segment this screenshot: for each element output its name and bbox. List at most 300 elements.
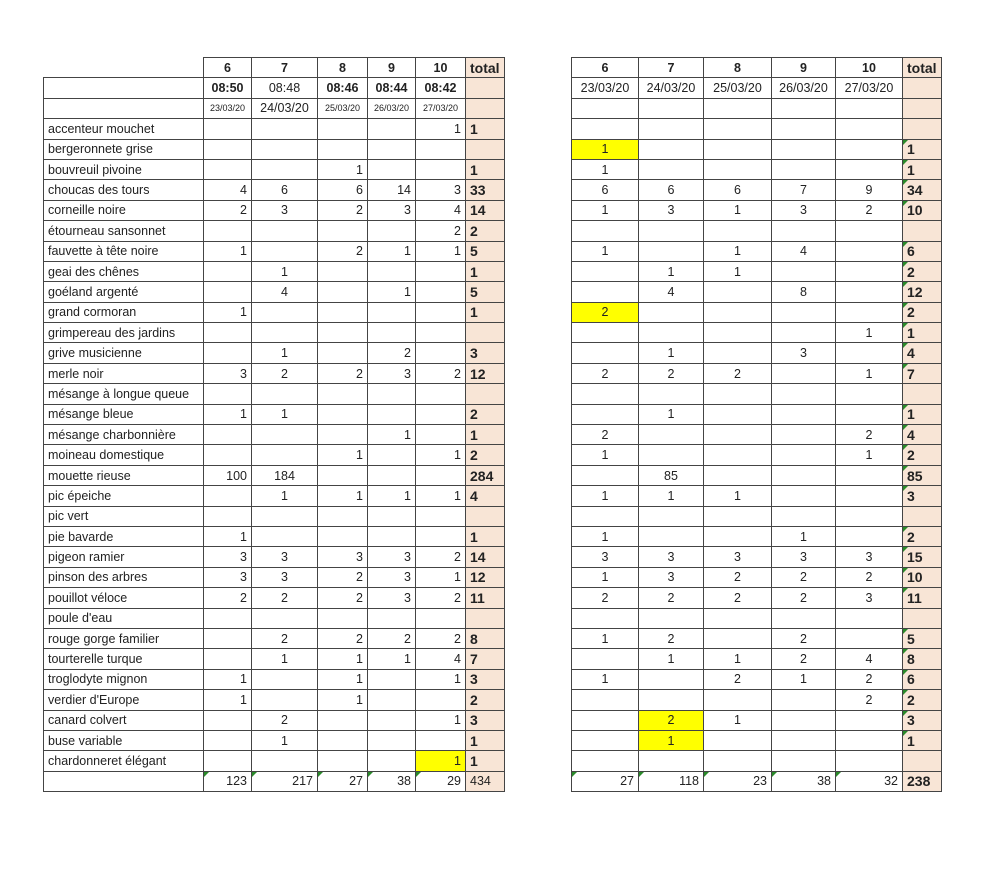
count-cell: 1 [368, 649, 416, 669]
count-cell [318, 323, 368, 343]
count-cell: 9 [836, 180, 903, 200]
row-total [903, 608, 942, 628]
count-cell [704, 465, 772, 485]
count-cell [252, 445, 318, 465]
row-total: 3 [466, 343, 505, 363]
count-cell: 1 [772, 526, 836, 546]
row-total: 34 [903, 180, 942, 200]
count-cell [704, 445, 772, 465]
count-cell: 3 [416, 180, 466, 200]
table-row [572, 404, 942, 424]
table-row [572, 588, 942, 608]
row-total: 1 [903, 730, 942, 750]
row-total: 1 [903, 159, 942, 179]
count-cell: 1 [639, 404, 704, 424]
species-name: geai des chênes [44, 261, 204, 281]
species-name: pie bavarde [44, 526, 204, 546]
count-cell [318, 465, 368, 485]
row-total: 1 [466, 159, 505, 179]
count-cell: 2 [416, 221, 466, 241]
table-row [44, 751, 505, 771]
count-cell [572, 649, 639, 669]
count-cell [704, 159, 772, 179]
count-cell: 1 [704, 710, 772, 730]
count-cell [318, 302, 368, 322]
count-cell: 1 [836, 363, 903, 383]
count-cell [252, 302, 318, 322]
count-cell: 4 [252, 282, 318, 302]
species-name: bergeronnete grise [44, 139, 204, 159]
count-cell [204, 425, 252, 445]
row-total [466, 139, 505, 159]
count-cell [772, 730, 836, 750]
count-cell: 1 [318, 445, 368, 465]
count-cell: 1 [416, 751, 466, 771]
row-total: 4 [903, 425, 942, 445]
right-grand-total: 238 [903, 771, 942, 791]
count-cell: 1 [318, 486, 368, 506]
count-cell [252, 119, 318, 139]
row-total [466, 608, 505, 628]
count-cell: 1 [639, 649, 704, 669]
species-name: rouge gorge familier [44, 628, 204, 648]
date-header: 23/03/20 [572, 78, 639, 98]
count-cell [318, 404, 368, 424]
column-sum: 23 [704, 771, 772, 791]
row-total: 12 [466, 363, 505, 383]
count-cell: 1 [572, 139, 639, 159]
count-cell [836, 139, 903, 159]
count-cell [204, 119, 252, 139]
count-cell: 1 [704, 649, 772, 669]
count-cell: 3 [772, 547, 836, 567]
count-cell: 1 [639, 730, 704, 750]
count-cell: 1 [572, 486, 639, 506]
count-cell [318, 608, 368, 628]
count-cell: 2 [204, 200, 252, 220]
table-row [572, 506, 942, 526]
count-cell: 3 [368, 363, 416, 383]
row-total: 2 [466, 221, 505, 241]
count-cell [639, 690, 704, 710]
day-header: 9 [368, 58, 416, 78]
count-cell: 1 [416, 669, 466, 689]
table-row [44, 669, 505, 689]
count-cell: 1 [572, 241, 639, 261]
count-cell: 2 [368, 343, 416, 363]
count-cell: 3 [252, 200, 318, 220]
count-cell [318, 139, 368, 159]
count-cell [204, 628, 252, 648]
count-cell [836, 608, 903, 628]
table-row [572, 159, 942, 179]
count-cell [204, 261, 252, 281]
count-cell: 2 [318, 588, 368, 608]
table-row [572, 282, 942, 302]
date-header: 27/03/20 [836, 78, 903, 98]
count-cell [772, 465, 836, 485]
count-cell: 1 [252, 261, 318, 281]
count-cell [772, 425, 836, 445]
count-cell [639, 526, 704, 546]
count-cell: 1 [252, 649, 318, 669]
count-cell [704, 384, 772, 404]
count-cell [252, 221, 318, 241]
count-cell [836, 241, 903, 261]
count-cell [416, 343, 466, 363]
count-cell [416, 282, 466, 302]
table-row [572, 180, 942, 200]
count-cell [772, 139, 836, 159]
count-cell [368, 608, 416, 628]
count-cell: 1 [572, 628, 639, 648]
count-cell [416, 384, 466, 404]
count-cell [836, 486, 903, 506]
count-cell: 6 [704, 180, 772, 200]
table-row [572, 465, 942, 485]
time-header: 08:48 [252, 78, 318, 98]
row-total: 10 [903, 567, 942, 587]
count-cell [772, 119, 836, 139]
count-cell: 2 [572, 588, 639, 608]
row-total: 7 [903, 363, 942, 383]
count-cell [416, 302, 466, 322]
species-name: mésange charbonnière [44, 425, 204, 445]
column-sum: 27 [572, 771, 639, 791]
count-cell [572, 710, 639, 730]
table-row [44, 119, 505, 139]
row-total: 4 [466, 486, 505, 506]
day-header: 7 [639, 58, 704, 78]
species-name: troglodyte mignon [44, 669, 204, 689]
count-cell: 3 [204, 547, 252, 567]
count-cell: 3 [368, 547, 416, 567]
count-cell [416, 404, 466, 424]
count-cell: 2 [639, 710, 704, 730]
count-cell: 2 [639, 588, 704, 608]
table-row [572, 690, 942, 710]
day-header: 10 [836, 58, 903, 78]
table-row [572, 649, 942, 669]
count-cell [772, 323, 836, 343]
count-cell [704, 690, 772, 710]
table-row [572, 139, 942, 159]
count-cell [318, 710, 368, 730]
right-header-blank [572, 98, 942, 118]
species-name: bouvreuil pivoine [44, 159, 204, 179]
count-cell [204, 608, 252, 628]
species-name: accenteur mouchet [44, 119, 204, 139]
table-row [44, 526, 505, 546]
row-total: 2 [903, 261, 942, 281]
row-total: 14 [466, 547, 505, 567]
count-cell [772, 363, 836, 383]
count-cell [318, 526, 368, 546]
count-cell: 6 [572, 180, 639, 200]
column-sum: 29 [416, 771, 466, 791]
count-cell [772, 690, 836, 710]
left-sum-row [44, 771, 505, 791]
count-cell [572, 506, 639, 526]
species-name: choucas des tours [44, 180, 204, 200]
table-row [44, 730, 505, 750]
table-row [44, 588, 505, 608]
day-header: 6 [572, 58, 639, 78]
row-total: 15 [903, 547, 942, 567]
count-cell: 2 [704, 588, 772, 608]
count-cell [639, 608, 704, 628]
blank-cell [836, 98, 903, 118]
count-cell [772, 608, 836, 628]
row-total: 5 [903, 628, 942, 648]
count-cell [204, 445, 252, 465]
count-cell [836, 628, 903, 648]
count-cell [704, 139, 772, 159]
row-total: 1 [466, 425, 505, 445]
row-total: 2 [903, 302, 942, 322]
day-header: 7 [252, 58, 318, 78]
row-total: 11 [466, 588, 505, 608]
time-header: 08:46 [318, 78, 368, 98]
count-cell [318, 221, 368, 241]
row-total: 1 [466, 302, 505, 322]
count-cell [318, 425, 368, 445]
column-sum: 217 [252, 771, 318, 791]
count-cell: 1 [204, 669, 252, 689]
blank-cell [44, 98, 204, 118]
species-name: corneille noire [44, 200, 204, 220]
count-cell [572, 690, 639, 710]
count-cell: 2 [836, 690, 903, 710]
day-header: 8 [704, 58, 772, 78]
count-cell [318, 343, 368, 363]
count-cell [368, 221, 416, 241]
table-row [572, 302, 942, 322]
count-cell: 1 [772, 669, 836, 689]
column-sum: 123 [204, 771, 252, 791]
table-row [572, 261, 942, 281]
count-cell [368, 730, 416, 750]
count-cell [639, 302, 704, 322]
species-name: pouillot véloce [44, 588, 204, 608]
right-total-blank [903, 98, 942, 118]
count-cell [204, 159, 252, 179]
table-row [572, 486, 942, 506]
row-total: 11 [903, 588, 942, 608]
count-cell: 8 [772, 282, 836, 302]
count-cell [704, 302, 772, 322]
table-row [44, 608, 505, 628]
count-cell [318, 751, 368, 771]
count-cell [704, 282, 772, 302]
table-row [44, 404, 505, 424]
count-cell [416, 323, 466, 343]
count-cell: 1 [318, 669, 368, 689]
date-header: 24/03/20 [252, 98, 318, 118]
count-cell: 2 [772, 588, 836, 608]
species-name: goéland argenté [44, 282, 204, 302]
count-cell [704, 404, 772, 424]
count-cell [704, 608, 772, 628]
count-cell [704, 628, 772, 648]
species-name: grand cormoran [44, 302, 204, 322]
day-header: 8 [318, 58, 368, 78]
count-cell: 2 [416, 628, 466, 648]
right-sum-row [572, 771, 942, 791]
count-cell: 2 [772, 628, 836, 648]
count-cell [416, 506, 466, 526]
species-name: pic vert [44, 506, 204, 526]
row-total: 7 [466, 649, 505, 669]
count-cell: 2 [252, 588, 318, 608]
count-cell [252, 690, 318, 710]
blank-cell [704, 98, 772, 118]
row-total [903, 751, 942, 771]
count-cell [368, 669, 416, 689]
table-row [44, 690, 505, 710]
count-cell [836, 282, 903, 302]
count-cell [368, 690, 416, 710]
count-cell [772, 486, 836, 506]
count-cell: 1 [204, 526, 252, 546]
count-cell [368, 302, 416, 322]
row-total [903, 221, 942, 241]
count-cell [704, 119, 772, 139]
right-count-table [571, 57, 942, 792]
count-cell [639, 669, 704, 689]
species-name: pigeon ramier [44, 547, 204, 567]
count-cell: 1 [572, 445, 639, 465]
count-cell [639, 445, 704, 465]
table-row [572, 384, 942, 404]
right-header-days [572, 58, 942, 78]
count-cell [772, 404, 836, 424]
row-total: 1 [903, 139, 942, 159]
row-total [466, 323, 505, 343]
count-cell: 4 [772, 241, 836, 261]
count-cell [204, 730, 252, 750]
count-cell: 3 [639, 200, 704, 220]
left-header-days [44, 58, 505, 78]
count-cell [704, 343, 772, 363]
count-cell: 7 [772, 180, 836, 200]
count-cell: 3 [772, 343, 836, 363]
count-cell [318, 261, 368, 281]
row-total: 1 [466, 730, 505, 750]
count-cell: 1 [368, 241, 416, 261]
count-cell [204, 221, 252, 241]
count-cell [368, 139, 416, 159]
count-cell: 1 [416, 567, 466, 587]
table-row [572, 200, 942, 220]
count-cell [772, 159, 836, 179]
table-row [44, 323, 505, 343]
count-cell [204, 139, 252, 159]
count-cell: 1 [416, 445, 466, 465]
blank-cell [572, 98, 639, 118]
count-cell: 2 [318, 628, 368, 648]
count-cell: 1 [836, 445, 903, 465]
count-cell: 2 [318, 241, 368, 261]
row-total: 10 [903, 200, 942, 220]
table-row [572, 221, 942, 241]
table-row [44, 180, 505, 200]
count-cell: 6 [252, 180, 318, 200]
count-cell [639, 323, 704, 343]
count-cell: 2 [836, 425, 903, 445]
table-row [44, 241, 505, 261]
count-cell: 2 [318, 363, 368, 383]
species-name: canard colvert [44, 710, 204, 730]
table-row [572, 363, 942, 383]
blank-cell [44, 771, 204, 791]
count-cell [704, 730, 772, 750]
table-row [572, 343, 942, 363]
row-total [903, 384, 942, 404]
right-total-header: total [903, 58, 942, 78]
count-cell: 4 [639, 282, 704, 302]
table-row [572, 730, 942, 750]
row-total: 4 [903, 343, 942, 363]
count-cell [836, 465, 903, 485]
table-row [572, 526, 942, 546]
count-cell: 2 [252, 710, 318, 730]
date-header: 23/03/20 [204, 98, 252, 118]
count-cell: 1 [252, 343, 318, 363]
count-cell [368, 465, 416, 485]
count-cell [318, 282, 368, 302]
table-row [44, 567, 505, 587]
table-row [572, 445, 942, 465]
count-cell: 1 [416, 241, 466, 261]
species-name: pic épeiche [44, 486, 204, 506]
count-cell [416, 139, 466, 159]
species-name: merle noir [44, 363, 204, 383]
day-header: 6 [204, 58, 252, 78]
count-cell: 1 [252, 486, 318, 506]
count-cell: 3 [772, 200, 836, 220]
date-header: 24/03/20 [639, 78, 704, 98]
date-header: 25/03/20 [704, 78, 772, 98]
count-cell: 3 [252, 547, 318, 567]
count-cell: 2 [704, 669, 772, 689]
count-cell [836, 404, 903, 424]
row-total: 3 [903, 486, 942, 506]
count-cell [252, 526, 318, 546]
count-cell: 2 [572, 425, 639, 445]
count-cell [639, 241, 704, 261]
count-cell [572, 384, 639, 404]
count-cell: 1 [704, 261, 772, 281]
count-cell [572, 404, 639, 424]
count-cell [252, 384, 318, 404]
count-cell: 85 [639, 465, 704, 485]
count-cell: 1 [204, 302, 252, 322]
count-cell [416, 608, 466, 628]
table-row [44, 200, 505, 220]
table-row [44, 343, 505, 363]
count-cell [368, 384, 416, 404]
time-header: 08:50 [204, 78, 252, 98]
count-cell [572, 221, 639, 241]
count-cell: 1 [204, 404, 252, 424]
row-total: 3 [466, 669, 505, 689]
count-cell: 6 [639, 180, 704, 200]
left-header-times [44, 78, 505, 98]
count-cell: 1 [318, 690, 368, 710]
count-cell [368, 506, 416, 526]
count-cell [639, 221, 704, 241]
